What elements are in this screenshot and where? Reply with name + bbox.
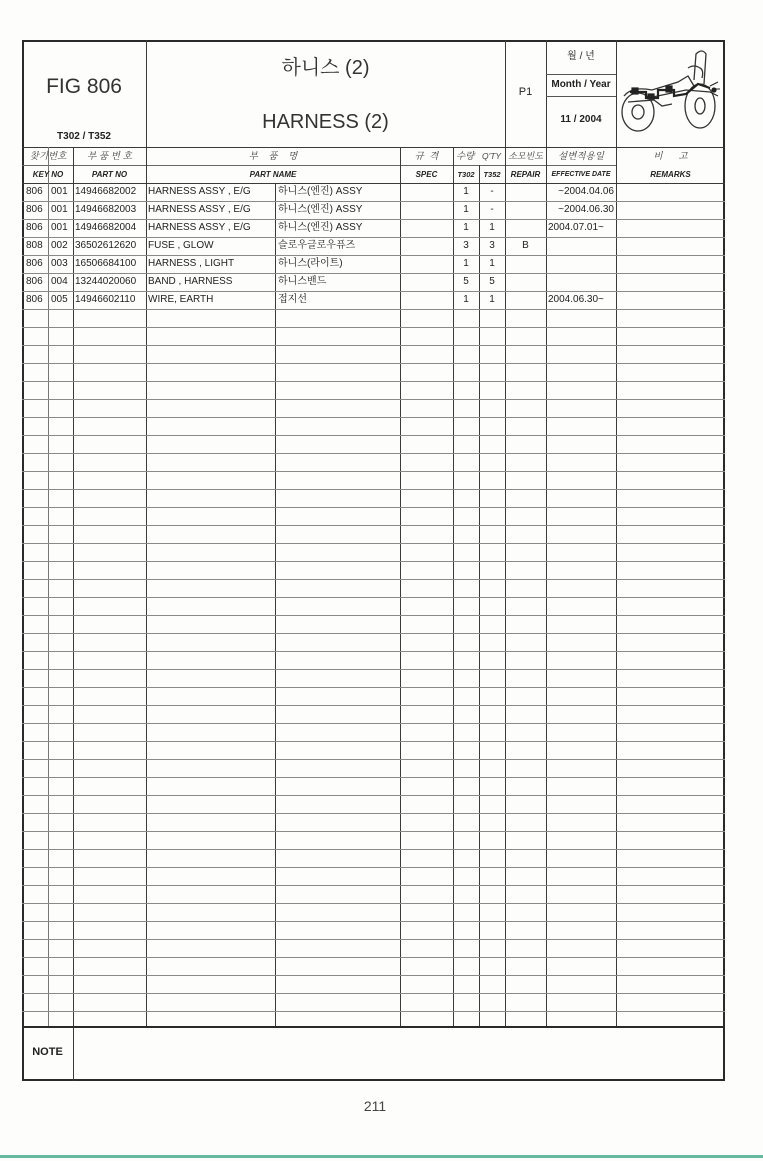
- cell-part-name-en: HARNESS ASSY , E/G: [148, 204, 251, 215]
- cell-qty-t302: 3: [463, 240, 469, 251]
- cell-qty-t352: -: [490, 204, 494, 215]
- cell-qty-t352: 1: [489, 258, 495, 269]
- header-spec-kr: 규 격: [414, 151, 439, 162]
- note-divider: [73, 1027, 74, 1081]
- column-divider: [400, 147, 401, 1027]
- row-rule: [22, 201, 725, 202]
- cell-repair: B: [522, 240, 529, 251]
- row-rule: [22, 237, 725, 238]
- row-rule: [22, 687, 725, 688]
- column-divider: [616, 147, 617, 1027]
- header-key-en: KEY NO: [32, 170, 64, 179]
- header-effective-en: EFFECTIVE DATE: [551, 171, 611, 178]
- cell-fig: 806: [26, 186, 43, 197]
- cell-part-name-en: HARNESS , LIGHT: [148, 258, 235, 269]
- column-divider: [73, 147, 74, 1027]
- column-header-bottom-rule: [22, 183, 725, 184]
- header-qty-en: Q'TY: [482, 151, 502, 161]
- row-rule: [22, 759, 725, 760]
- row-rule: [22, 957, 725, 958]
- cell-effective-date: 2004.07.01~: [548, 222, 604, 233]
- column-divider: [505, 147, 506, 1027]
- cell-part-name-kr: 하니스(엔진) ASSY: [278, 204, 363, 215]
- cell-key-no: 004: [51, 276, 68, 287]
- row-rule: [22, 489, 725, 490]
- header-t352: T352: [483, 170, 501, 179]
- cell-part-no: 14946682003: [75, 204, 137, 215]
- column-divider: [48, 147, 49, 1027]
- row-rule: [22, 921, 725, 922]
- row-rule: [22, 723, 725, 724]
- row-rule: [22, 327, 725, 328]
- cell-qty-t352: 1: [489, 294, 495, 305]
- row-rule: [22, 705, 725, 706]
- date-divider: [546, 74, 616, 75]
- cell-part-no: 13244020060: [75, 276, 137, 287]
- cell-qty-t302: 1: [463, 258, 469, 269]
- cell-fig: 806: [26, 276, 43, 287]
- row-rule: [22, 291, 725, 292]
- row-rule: [22, 885, 725, 886]
- cell-part-no: 16506684100: [75, 258, 137, 269]
- row-rule: [22, 651, 725, 652]
- row-rule: [22, 399, 725, 400]
- cell-part-name-kr: 접지선: [278, 294, 307, 305]
- page-number: 211: [363, 1098, 387, 1114]
- cell-fig: 806: [26, 294, 43, 305]
- cell-part-name-kr: 하니스(라이트): [278, 258, 343, 269]
- cell-part-no: 14946602110: [75, 294, 136, 305]
- column-divider: [546, 147, 547, 1027]
- header-repair-kr: 소모빈도: [508, 151, 543, 161]
- row-rule: [22, 471, 725, 472]
- title-korean: 하니스 (2): [281, 57, 370, 79]
- row-rule: [22, 1011, 725, 1012]
- cell-key-no: 001: [51, 222, 68, 233]
- cell-key-no: 001: [51, 186, 68, 197]
- row-rule: [22, 381, 725, 382]
- header-key-kr: 찾기번호: [29, 151, 67, 162]
- cell-qty-t302: 1: [463, 204, 469, 215]
- header-remarks-en: REMARKS: [650, 170, 691, 179]
- cell-qty-t352: -: [490, 186, 494, 197]
- title-english: HARNESS (2): [262, 111, 389, 133]
- row-rule: [22, 597, 725, 598]
- row-rule: [22, 975, 725, 976]
- fig-number: FIG 806: [46, 75, 122, 98]
- row-rule: [22, 417, 725, 418]
- note-top-rule: [22, 1026, 725, 1028]
- row-rule: [22, 903, 725, 904]
- tractor-icon: [618, 46, 722, 144]
- cell-qty-t302: 1: [463, 186, 469, 197]
- cell-key-no: 005: [51, 294, 68, 305]
- row-rule: [22, 255, 725, 256]
- cell-part-name-kr: 하니스(엔진) ASSY: [278, 222, 363, 233]
- cell-key-no: 001: [51, 204, 68, 215]
- row-rule: [22, 345, 725, 346]
- date-label-english: Month / Year: [551, 79, 611, 90]
- cell-qty-t352: 3: [489, 240, 495, 251]
- cell-qty-t352: 1: [489, 222, 495, 233]
- cell-part-name-en: WIRE, EARTH: [148, 294, 214, 305]
- row-rule: [22, 561, 725, 562]
- cell-part-name-kr: 슬로우글로우퓨즈: [278, 240, 356, 251]
- date-divider: [546, 96, 616, 97]
- cell-part-name-en: BAND , HARNESS: [148, 276, 233, 287]
- row-rule: [22, 543, 725, 544]
- cell-part-name-kr: 하니스밴드: [278, 276, 327, 287]
- header-t302: T302: [457, 170, 475, 179]
- header-repair-en: REPAIR: [510, 170, 541, 179]
- cell-fig: 806: [26, 222, 43, 233]
- cell-qty-t302: 5: [463, 276, 469, 287]
- cell-part-name-en: FUSE , GLOW: [148, 240, 214, 251]
- row-rule: [22, 795, 725, 796]
- header-name-en: PART NAME: [249, 170, 297, 179]
- row-rule: [22, 633, 725, 634]
- row-rule: [22, 525, 725, 526]
- row-rule: [22, 669, 725, 670]
- row-rule: [22, 363, 725, 364]
- header-bottom-rule: [22, 147, 725, 148]
- cell-effective-date: ~2004.06.30: [558, 204, 614, 215]
- cell-fig: 806: [26, 258, 43, 269]
- cell-part-name-en: HARNESS ASSY , E/G: [148, 186, 251, 197]
- row-rule: [22, 309, 725, 310]
- header-remarks-kr: 비 고: [653, 151, 688, 162]
- header-divider: [616, 40, 617, 147]
- cell-key-no: 003: [51, 258, 68, 269]
- note-label: NOTE: [32, 1046, 63, 1058]
- row-rule: [22, 219, 725, 220]
- row-rule: [22, 813, 725, 814]
- cell-part-no: 14946682004: [75, 222, 137, 233]
- row-rule: [22, 507, 725, 508]
- cell-qty-t302: 1: [463, 294, 469, 305]
- row-rule: [22, 435, 725, 436]
- header-effective-kr: 설변적용일: [558, 151, 604, 162]
- cell-part-no: 14946682002: [75, 186, 137, 197]
- cell-part-name-kr: 하니스(엔진) ASSY: [278, 186, 363, 197]
- row-rule: [22, 777, 725, 778]
- header-part-kr: 부 품 번 호: [87, 151, 132, 162]
- row-rule: [22, 579, 725, 580]
- header-part-en: PART NO: [91, 170, 128, 179]
- bottom-accent-line: [0, 1155, 763, 1158]
- row-rule: [22, 273, 725, 274]
- cell-qty-t302: 1: [463, 222, 469, 233]
- date-value: 11 / 2004: [560, 114, 602, 125]
- cell-part-name-en: HARNESS ASSY , E/G: [148, 222, 251, 233]
- column-divider: [146, 147, 147, 1027]
- row-rule: [22, 831, 725, 832]
- cell-fig: 806: [26, 204, 43, 215]
- header-spec-en: SPEC: [415, 170, 438, 179]
- row-rule: [22, 867, 725, 868]
- cell-effective-date: 2004.06.30~: [548, 294, 604, 305]
- cell-fig: 808: [26, 240, 43, 251]
- cell-key-no: 002: [51, 240, 68, 251]
- row-rule: [22, 849, 725, 850]
- model-label: T302 / T352: [57, 131, 111, 142]
- page-code: P1: [518, 86, 533, 98]
- row-rule: [22, 939, 725, 940]
- date-label-korean: 월 / 년: [567, 51, 595, 62]
- header-name-kr: 부 품 명: [248, 151, 298, 162]
- header-qty-kr: 수량: [456, 151, 475, 162]
- cell-effective-date: ~2004.04.06: [558, 186, 614, 197]
- row-rule: [22, 453, 725, 454]
- column-header-split: [22, 165, 617, 166]
- row-rule: [22, 741, 725, 742]
- row-rule: [22, 615, 725, 616]
- row-rule: [22, 993, 725, 994]
- cell-part-no: 36502612620: [75, 240, 137, 251]
- cell-qty-t352: 5: [489, 276, 495, 287]
